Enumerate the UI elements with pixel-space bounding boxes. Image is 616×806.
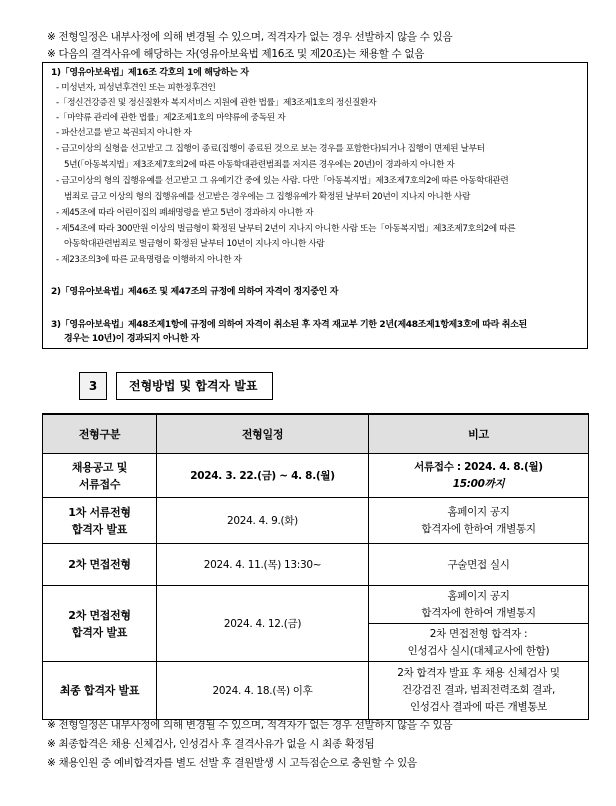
disq-item: -「정신건강증진 및 정신질환자 복지서비스 지원에 관한 법률」제3조제1호의 정신질환자 [56, 98, 377, 108]
disq-item: - 제54조에 따라 300만원 이상의 벌금형이 확정된 날부터 2년이 지나지 아니한 사람 또는「아동복지법」제3조제7호의2에 따른 [56, 224, 516, 234]
footnote: ※ 최종합격은 채용 신체검사, 인성검사 후 결격사유가 없을 시 최종 확정됨 [47, 738, 375, 750]
remark-cell: 서류접수 : 2024. 4. 8.(월) 15:00까지 [369, 454, 589, 498]
disq-item: -「마약류 관리에 관한 법률」제2조제1호의 마약류에 중독된 자 [56, 113, 286, 123]
disq-item: - 제45조에 따라 어린이집의 폐쇄명령을 받고 5년이 경과하지 아니한 자 [56, 208, 314, 218]
disq-heading-2: 2)「영유아보육법」제46조 및 제47조의 규정에 의하여 자격이 정지중인 자 [51, 287, 339, 297]
header-schedule: 전형일정 [157, 414, 369, 454]
remark-cell: 홈페이지 공지 합격자에 한하여 개별통지 [369, 586, 589, 624]
section-title: 전형방법 및 합격자 발표 [116, 372, 273, 400]
table-row [43, 498, 589, 544]
table-row [43, 454, 589, 498]
date-cell: 2024. 4. 9.(화) [157, 498, 369, 544]
remark-cell: 구술면접 실시 [369, 544, 589, 586]
schedule-table [42, 413, 589, 720]
stage-cell: 2차 면접전형 [43, 544, 157, 586]
table-row [43, 586, 589, 624]
disqualification-note: ※ 다음의 결격사유에 해당하는 자(영유아보육법 제16조 및 제20조)는 채용할 수 없음 [47, 48, 425, 60]
header-remark: 비고 [369, 414, 589, 454]
disq-heading-1: 1)「영유아보육법」제16조 각호의 1에 해당하는 자 [51, 68, 249, 78]
remark-cell: 2차 면접전형 합격자 : 인성검사 실시(대체교사에 한함) [369, 624, 589, 662]
footnote: ※ 채용인원 중 예비합격자를 별도 선발 후 결원발생 시 고득점순으로 충원할 수 있음 [47, 757, 417, 769]
stage-cell: 채용공고 및 서류접수 [43, 454, 157, 498]
date-cell: 2024. 4. 12.(금) [157, 586, 369, 662]
disq-heading-3: 3)「영유아보육법」제48조제1항에 규정에 의하여 자격이 취소된 후 자격 재교부 기한 2년(제48조제1항제3호에 따라 취소된 [51, 320, 527, 330]
disq-item: - 금고이상의 실형을 선고받고 그 집행이 종료(집행이 종료된 것으로 보는 경우를 포함한다)되거나 집행이 면제된 날부터 [56, 144, 485, 154]
disq-item-cont: 아동학대관련범죄로 벌금형이 확정된 날부터 10년이 지나지 아니한 사람 [64, 239, 325, 249]
stage-cell: 최종 합격자 발표 [43, 662, 157, 720]
table-row [43, 662, 589, 720]
table-header-row [43, 414, 589, 454]
remark-cell: 2차 합격자 발표 후 채용 신체검사 및 건강검진 결과, 범죄전력조회 결과, 인성검사 결과에 따른 개별통보 [369, 662, 589, 720]
table-row [43, 544, 589, 586]
date-cell: 2024. 3. 22.(금) ~ 4. 8.(월) [157, 454, 369, 498]
disq-item-cont: 5년(「아동복지법」제3조제7호의2에 따른 아동학대관련범죄를 저지른 경우에는 20년)이 경과하지 아니한 자 [64, 160, 455, 170]
section-number: 3 [79, 372, 107, 400]
disq-item: - 금고이상의 형의 집행유예를 선고받고 그 유예기간 중에 있는 사람. 다만「아동복지법」제3조제7호의2에 따른 아동학대관련 [56, 176, 509, 186]
disq-heading-3-cont: 경우는 10년)이 경과되지 아니한 자 [64, 334, 200, 344]
disq-item-cont: 범죄로 금고 이상의 형의 집행유예를 선고받은 경우에는 그 집행유예가 확정된 날부터 20년이 지나지 아니한 사람 [64, 192, 471, 202]
disq-item: - 제23조의3에 따른 교육명령을 이행하지 아니한 자 [56, 255, 242, 265]
disq-item: - 미성년자, 피성년후견인 또는 피한정후견인 [56, 83, 216, 93]
date-cell: 2024. 4. 11.(목) 13:30~ [157, 544, 369, 586]
footnote: ※ 전형일정은 내부사정에 의해 변경될 수 있으며, 적격자가 없는 경우 선발하지 않을 수 있음 [47, 719, 453, 731]
disq-item: - 파산선고를 받고 복권되지 아니한 자 [56, 128, 192, 138]
date-cell: 2024. 4. 18.(목) 이후 [157, 662, 369, 720]
stage-cell: 1차 서류전형 합격자 발표 [43, 498, 157, 544]
disqualification-box [42, 62, 588, 349]
schedule-change-note: ※ 전형일정은 내부사정에 의해 변경될 수 있으며, 적격자가 없는 경우 선발하지 않을 수 있음 [47, 31, 453, 43]
header-stage: 전형구분 [43, 414, 157, 454]
remark-cell: 홈페이지 공지 합격자에 한하여 개별통지 [369, 498, 589, 544]
stage-cell: 2차 면접전형 합격자 발표 [43, 586, 157, 662]
